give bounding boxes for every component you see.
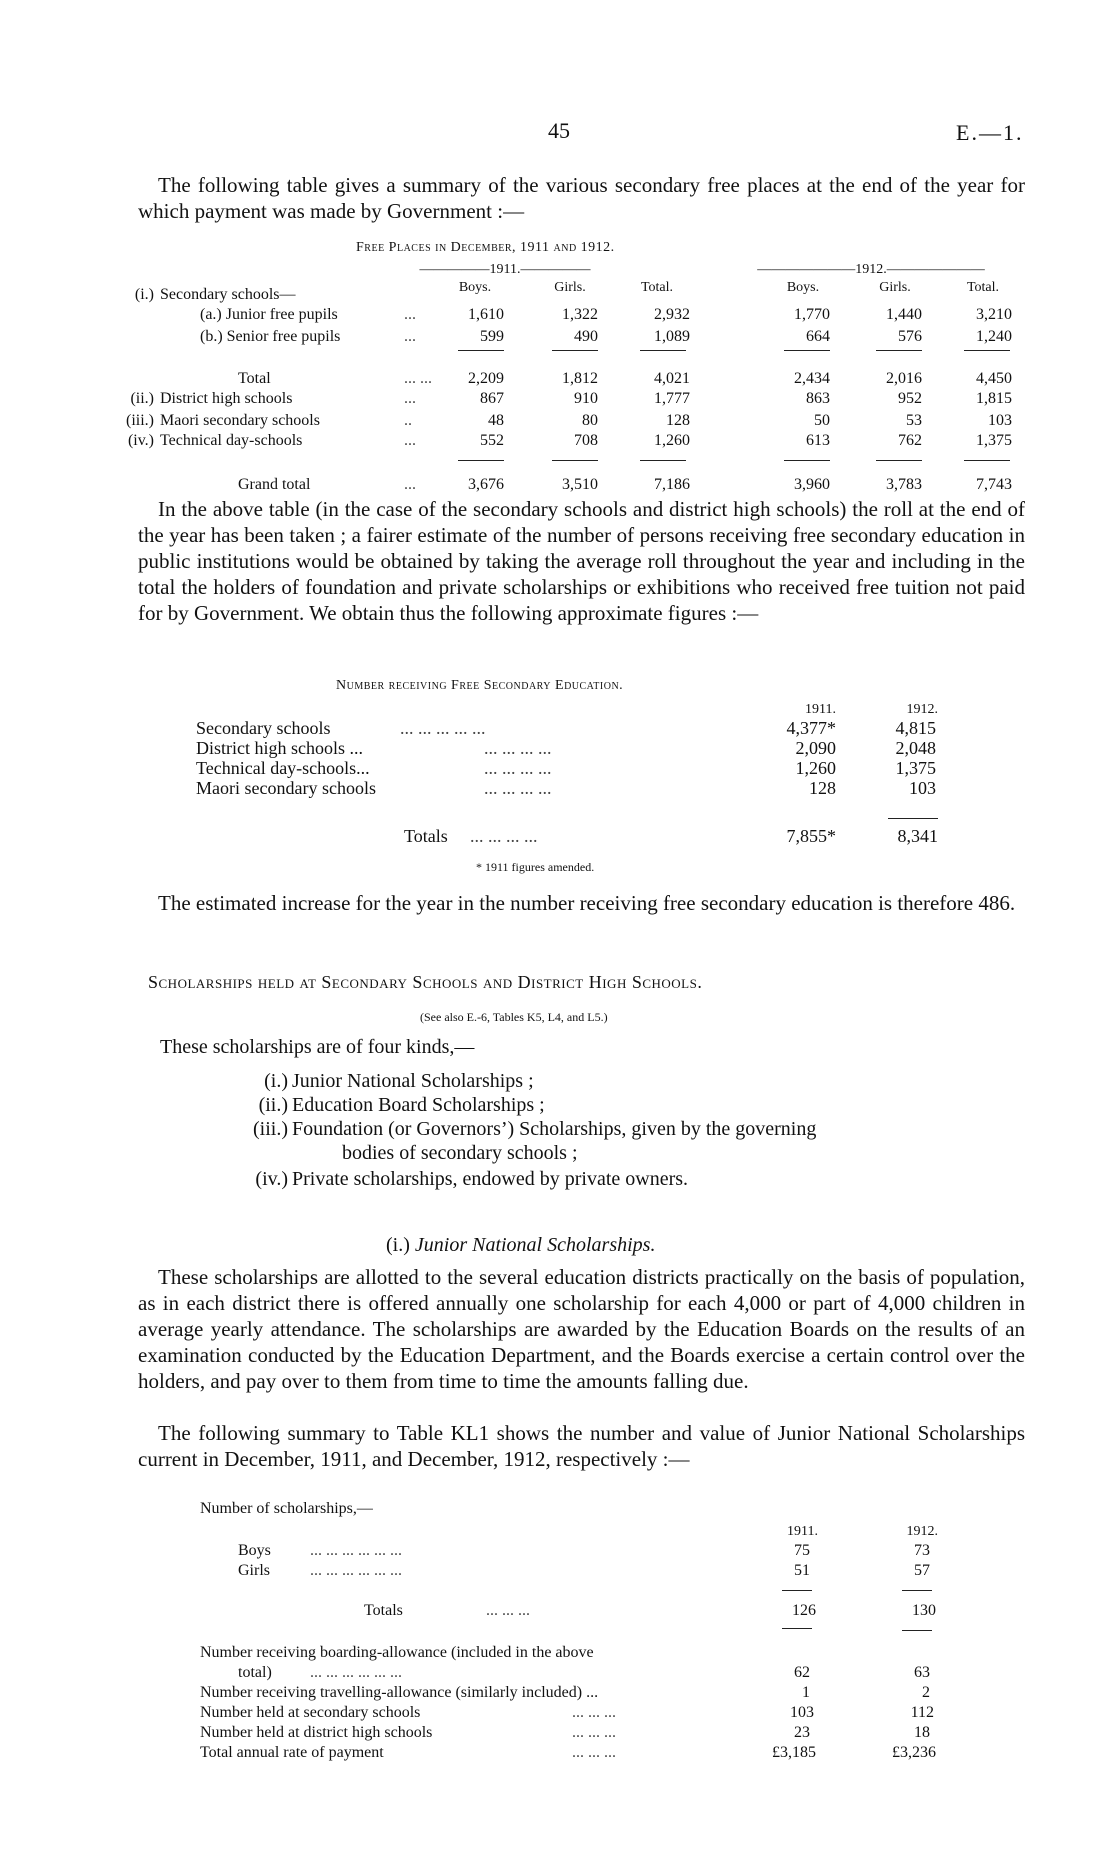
kind-number: (i.) [264,1070,288,1092]
col-girls-1911: Girls. [554,280,586,295]
fp-cell: 1,610 [468,306,504,323]
fp-cell: 952 [898,390,922,407]
summary-boys-1912: 73 [914,1542,930,1559]
nf-totals-1912: 8,341 [897,826,938,846]
document-code: E.—1. [956,120,1024,145]
summary-held-secondary-label: Number held at secondary schools [200,1704,421,1721]
nf-row-dots: ... ... ... ... [484,778,552,798]
summary-girls-1912: 57 [914,1562,930,1579]
rule [888,818,938,819]
fp-row-label: Grand total [238,476,311,493]
fp-cell: 103 [988,412,1012,429]
summary-held-district-1912: 18 [914,1724,930,1741]
nf-row-label: Technical day-schools... [196,758,370,778]
fp-row-dots: ... [404,476,416,493]
summary-boys-label: Boys [238,1542,271,1559]
fp-cell: 576 [898,328,922,345]
nf-col-1912: 1912. [906,702,938,717]
fp-row-dots: .. [404,412,412,429]
rule [964,350,1010,351]
fp-cell: 1,812 [562,370,598,387]
kind-text: Foundation (or Governors’) Scholarships, given by the governing [292,1118,817,1140]
fp-cell: 3,783 [886,476,922,493]
nf-totals-1911: 7,855* [786,826,836,846]
fp-cell: 3,676 [468,476,504,493]
fp-cell: 708 [574,432,598,449]
summary-travel-1912: 2 [922,1684,930,1701]
summary-dots: ... ... ... [486,1602,530,1619]
fp-cell: 50 [814,412,830,429]
fp-cell: 910 [574,390,598,407]
paragraph-roll-estimate: In the above table (in the case of the secondary schools and district high schools) the roll at the end of the year has been taken ; a fairer estimate of the number of persons receiving free secondary education in public institutions would be obtained by taking the average roll throughout the year and including in the total the holders of foundation and private scholarships or exhibitions who received free tuition not paid for by Government. We obtain thus the following approximate figures :— [138,497,1025,625]
summary-boys-1911: 75 [794,1542,810,1559]
rule [876,460,922,461]
fp-cell: 3,210 [976,306,1012,323]
col-total-1912: Total. [966,280,1000,295]
fp-cell: 599 [480,328,504,345]
summary-held-secondary-1912: 112 [910,1704,934,1721]
kind-text: Private scholarships, endowed by private owners. [292,1168,689,1190]
nf-row-1911: 4,377* [786,718,836,738]
fp-row-dots: ... [404,390,416,407]
rule [640,350,686,351]
fp-row-label: Total [238,370,271,387]
fp-row-number: (ii.) [130,390,154,407]
fp-row-number: (iii.) [126,412,154,429]
summary-dots: ... ... ... [572,1704,616,1721]
fp-cell: 762 [898,432,922,449]
summary-held-district-1911: 23 [794,1724,810,1741]
nf-totals-label: Totals [404,826,448,846]
fp-cell: 1,815 [976,390,1012,407]
fp-cell: 48 [488,412,504,429]
fp-cell: 1,240 [976,328,1012,345]
fp-cell: 80 [582,412,598,429]
rule [552,460,598,461]
summary-girls-1911: 51 [794,1562,810,1579]
scholarships-intro: These scholarships are of four kinds,— [160,1036,475,1058]
nf-row-dots: ... ... ... ... [484,758,552,778]
summary-boarding-label-line2: total) [238,1664,272,1681]
nf-row-1911: 128 [809,778,836,798]
nf-row-label: Maori secondary schools [196,778,376,798]
nf-footnote: * 1911 figures amended. [476,860,595,874]
fp-cell: 1,770 [794,306,830,323]
kind-text: bodies of secondary schools ; [342,1142,578,1164]
junior-heading: (i.) Junior National Scholarships. [386,1234,656,1256]
summary-dots: ... ... ... ... ... ... [310,1562,402,1579]
paragraph-summary: The following summary to Table KL1 shows the number and value of Junior National Scholarships current in December, 1911, and December, 1912, respectively :— [138,1421,1025,1471]
fp-cell: 3,510 [562,476,598,493]
intro-paragraph: The following table gives a summary of the various secondary free places at the end of the year for which payment was made by Government :— [138,173,1025,223]
summary-rate-label: Total annual rate of payment [200,1744,384,1761]
rule [782,1628,812,1629]
summary-girls-label: Girls [238,1562,270,1579]
fp-cell: 4,021 [654,370,690,387]
nf-row-1912: 103 [909,778,936,798]
summary-boarding-label-line1: Number receiving boarding-allowance (included in the above [200,1644,594,1661]
nf-row-label: Secondary schools [196,718,331,738]
fp-row-label: Maori secondary schools [160,412,320,429]
number-free-title: Number receiving Free Secondary Education. [336,678,624,693]
fp-row-number: (i.) [134,286,154,303]
nf-col-1911: 1911. [805,702,836,717]
nf-row-1912: 1,375 [895,758,936,778]
fp-cell: 3,960 [794,476,830,493]
nf-totals-dots: ... ... ... ... [470,826,538,846]
col-girls-1912: Girls. [879,280,911,295]
kind-text: Education Board Scholarships ; [292,1094,545,1116]
fp-row-dots: ... [404,432,416,449]
rule [782,1590,812,1591]
col-total-1911: Total. [640,280,674,295]
fp-cell: 1,440 [886,306,922,323]
summary-dots: ... ... ... ... ... ... [310,1542,402,1559]
rule [640,460,686,461]
fp-cell: 1,375 [976,432,1012,449]
nf-row-dots: ... ... ... ... [484,738,552,758]
kind-number: (ii.) [258,1094,288,1116]
fp-cell: 2,016 [886,370,922,387]
fp-row-label: District high schools [160,390,293,407]
fp-row-label: Technical day-schools [160,432,303,449]
summary-boarding-1911: 62 [794,1664,810,1681]
summary-totals-1912: 130 [912,1602,936,1619]
year-1911-header: —————1911.————— [419,262,591,277]
fp-row-label: (b.) Senior free pupils [200,328,341,345]
summary-col-1912: 1912. [906,1524,938,1539]
fp-cell: 7,743 [976,476,1012,493]
summary-col-1911: 1911. [787,1524,818,1539]
summary-dots: ... ... ... ... ... ... [310,1664,402,1681]
col-boys-1912: Boys. [786,280,820,295]
nf-row-label: District high schools ... [196,738,363,758]
summary-held-secondary-1911: 103 [790,1704,814,1721]
free-places-title: Free Places in December, 1911 and 1912. [356,240,615,255]
kind-text: Junior National Scholarships ; [292,1070,534,1092]
kind-number: (iii.) [253,1118,288,1140]
year-1912-header: ———————1912.——————— [757,262,985,277]
rule [876,350,922,351]
nf-row-1912: 2,048 [895,738,936,758]
summary-heading: Number of scholarships,— [200,1500,373,1517]
rule [902,1630,932,1631]
rule [458,350,504,351]
summary-totals-label: Totals [364,1602,403,1619]
scholarships-see-also: (See also E.-6, Tables K5, L4, and L5.) [420,1010,608,1024]
summary-travel-label: Number receiving travelling-allowance (similarly included) ... [200,1684,599,1701]
nf-row-1911: 2,090 [795,738,836,758]
fp-cell: 1,777 [654,390,690,407]
fp-cell: 552 [480,432,504,449]
fp-cell: 867 [480,390,504,407]
fp-cell: 664 [806,328,830,345]
rule [964,460,1010,461]
rule [784,460,830,461]
paragraph-allotment: These scholarships are allotted to the several education districts practically on the basis of population, as in each district there is offered annually one scholarship for each 4,000 or part of 4,000 children in average yearly attendance. The scholarships are awarded by the Education Boards on the results of an examination conducted by the Education Department, and the Boards exercise a certain control over the holders, and pay over to them from time to time the amounts falling due. [138,1265,1025,1393]
fp-row-dots: ... [404,328,416,345]
fp-cell: 490 [574,328,598,345]
fp-cell: 1,322 [562,306,598,323]
fp-cell: 863 [806,390,830,407]
summary-boarding-1912: 63 [914,1664,930,1681]
summary-totals-1911: 126 [792,1602,816,1619]
summary-rate-1912: £3,236 [892,1744,936,1761]
rule [552,350,598,351]
col-boys-1911: Boys. [458,280,492,295]
summary-dots: ... ... ... [572,1744,616,1761]
fp-row-number: (iv.) [127,432,154,449]
fp-cell: 1,260 [654,432,690,449]
fp-cell: 613 [806,432,830,449]
summary-travel-1911: 1 [802,1684,810,1701]
nf-row-dots: ... ... ... ... ... [400,718,486,738]
summary-rate-1911: £3,185 [772,1744,816,1761]
nf-row-1912: 4,815 [895,718,936,738]
fp-row-label: (a.) Junior free pupils [200,306,338,323]
fp-cell: 2,932 [654,306,690,323]
fp-cell: 2,209 [468,370,504,387]
fp-row-dots: ... ... [404,370,432,387]
rule [458,460,504,461]
rule [902,1590,932,1591]
paragraph-estimated-increase: The estimated increase for the year in the number receiving free secondary education is therefore 486. [158,891,1016,915]
fp-cell: 128 [666,412,690,429]
summary-held-district-label: Number held at district high schools [200,1724,433,1741]
fp-cell: 53 [906,412,922,429]
rule [784,350,830,351]
fp-cell: 2,434 [794,370,830,387]
fp-cell: 7,186 [654,476,690,493]
kind-number: (iv.) [255,1168,288,1190]
fp-cell: 1,089 [654,328,690,345]
fp-cell: 4,450 [976,370,1012,387]
fp-row-dots: ... [404,306,416,323]
page-number: 45 [548,118,570,143]
nf-row-1911: 1,260 [795,758,836,778]
scholarships-heading: Scholarships held at Secondary Schools and District High Schools. [148,972,703,992]
summary-dots: ... ... ... [572,1724,616,1741]
fp-row-label: Secondary schools— [160,286,296,303]
